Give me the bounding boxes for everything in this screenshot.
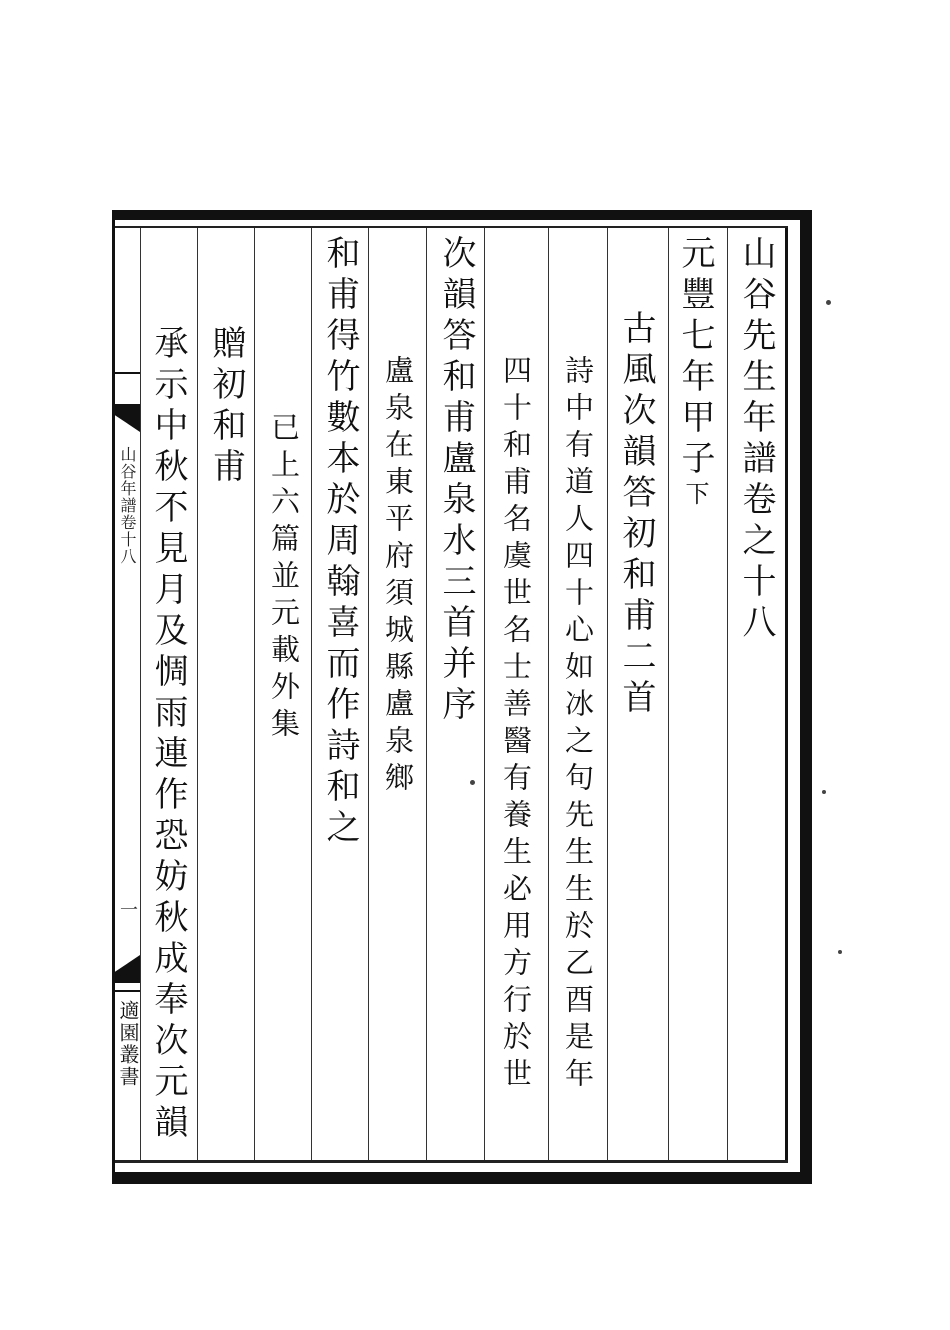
frame-bottom-border [112,1172,812,1184]
fold-rule [115,372,140,374]
frame-inner-right-rule [785,226,788,1162]
column-rule [254,228,255,1160]
annotation-line: 詩中有道人四十心如冰之句先生生於乙酉是年 [561,355,595,1095]
frame-inner-top-rule [112,226,788,228]
annotation-line: 已上六篇並元載外集 [267,412,301,745]
fold-rule [115,990,140,992]
fold-title: 山谷年譜卷十八 [118,446,137,565]
ink-speck [838,950,842,954]
year-heading [675,235,715,507]
poem-title: 古風次韻答初和甫二首 [616,310,656,720]
fold-page-number: 一 [117,900,138,918]
poem-title: 和甫得竹數本於周翰喜而作詩和之 [320,235,360,850]
ink-speck [822,790,826,794]
column-rule [668,228,669,1160]
column-rule [548,228,549,1160]
fold-series-name: 適園叢書 [116,1000,140,1088]
volume-title: 山谷先生年譜卷之十八 [736,235,776,645]
year-heading-text: 元豐七年甲子 [675,235,715,481]
annotation-line: 四十和甫名虞世名士善醫有養生必用方行於世 [499,355,533,1095]
column-rule [727,228,728,1160]
column-rule [368,228,369,1160]
frame-top-border [112,210,812,220]
frame-inner-bottom-rule [112,1160,788,1163]
year-heading-note: 下 [681,481,709,507]
poem-title: 次韻答和甫盧泉水三首并序 [436,235,476,727]
column-rule [140,228,141,1160]
poem-title: 承示中秋不見月及惆雨連作恐妨秋成奉次元韻 [148,325,188,1145]
column-rule [607,228,608,1160]
poem-title: 贈初和甫 [206,325,246,489]
ink-speck [826,300,831,305]
column-rule [484,228,485,1160]
column-rule [311,228,312,1160]
annotation-line: 盧泉在東平府須城縣盧泉鄉 [381,355,415,799]
frame-right-border [800,210,812,1184]
column-rule [426,228,427,1160]
ink-speck [470,780,475,785]
column-rule [197,228,198,1160]
